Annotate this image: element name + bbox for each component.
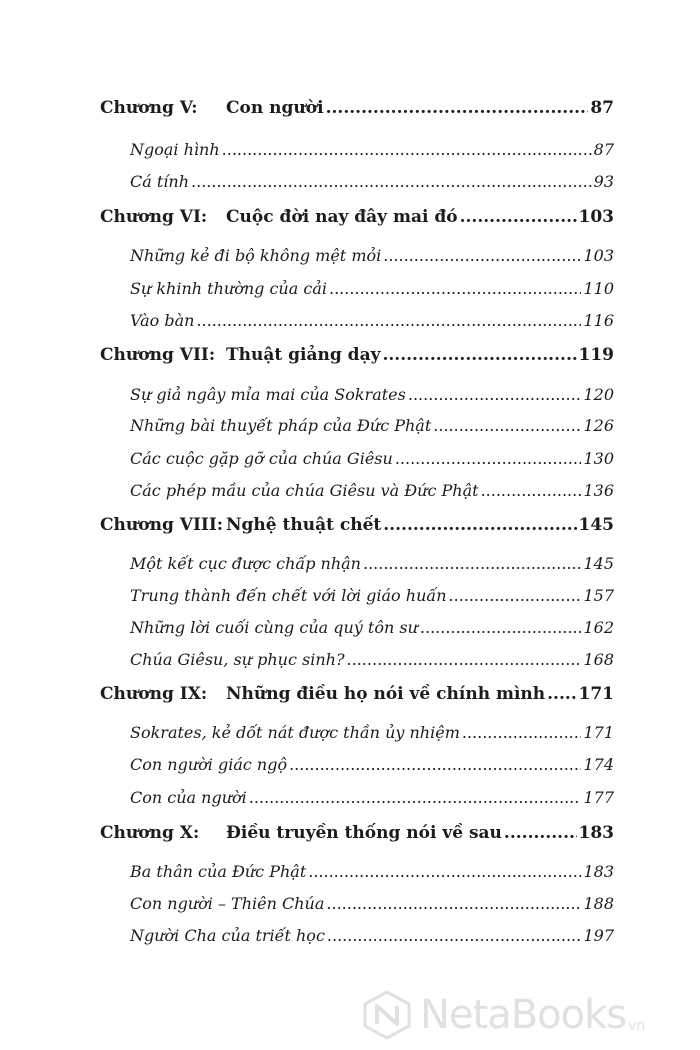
page-number: 126 xyxy=(583,416,614,435)
dot-leader xyxy=(222,140,592,159)
watermark-suffix: vn xyxy=(628,1018,646,1034)
chapter-label: Chương VII: xyxy=(100,345,216,365)
watermark-brand: NetaBooks xyxy=(420,992,627,1038)
dot-leader xyxy=(196,311,581,330)
dot-leader xyxy=(329,279,581,298)
entry-title: Những lời cuối cùng của quý tôn sư xyxy=(130,618,418,637)
dot-leader xyxy=(462,723,582,742)
page-number: 93 xyxy=(593,172,614,191)
page-number: 136 xyxy=(583,481,614,500)
entry-title: Con của người xyxy=(130,788,247,807)
watermark xyxy=(362,980,700,1050)
dot-leader xyxy=(383,515,576,535)
dot-leader xyxy=(481,481,582,500)
entry-title: Sự khinh thường của cải xyxy=(130,279,327,298)
page-number: 116 xyxy=(583,311,614,330)
page-number: 177 xyxy=(583,788,614,807)
page-number: 183 xyxy=(578,823,614,843)
page-number: 162 xyxy=(583,618,614,637)
entry-title: Vào bàn xyxy=(130,311,195,330)
entry-title: Những kẻ đi bộ không mệt mỏi xyxy=(130,246,382,265)
chapter-label: Chương VI: xyxy=(100,207,208,227)
page-number: 197 xyxy=(583,926,614,945)
chapter-label: Chương X: xyxy=(100,823,200,843)
dot-leader xyxy=(326,894,581,913)
dot-leader xyxy=(504,823,577,843)
entry-title: Con người – Thiên Chúa xyxy=(130,894,325,913)
dot-leader xyxy=(460,207,577,227)
dot-leader xyxy=(289,755,581,774)
dot-leader xyxy=(420,618,582,637)
page-number: 188 xyxy=(583,894,614,913)
chapter-label: Chương IX: xyxy=(100,684,208,704)
chapter-title: Con người xyxy=(226,98,324,118)
page-number: 168 xyxy=(583,650,614,669)
entry-title: Trung thành đến chết với lời giáo huấn xyxy=(130,586,447,605)
dot-leader xyxy=(326,98,589,118)
page-number: 103 xyxy=(578,207,614,227)
dot-leader xyxy=(547,684,576,704)
chapter-title: Cuộc đời nay đây mai đó xyxy=(226,207,458,227)
dot-leader xyxy=(433,416,581,435)
page-number: 157 xyxy=(583,586,614,605)
page-number: 145 xyxy=(583,554,614,573)
page-number: 87 xyxy=(590,98,614,118)
dot-leader xyxy=(383,246,581,265)
entry-title: Ba thân của Đức Phật xyxy=(130,862,307,881)
entry-title: Cá tính xyxy=(130,172,190,191)
page-number: 171 xyxy=(583,723,614,742)
chapter-title: Những điều họ nói về chính mình xyxy=(226,684,546,704)
chapter-title: Thuật giảng dạy xyxy=(226,345,381,365)
entry-title: Con người giác ngộ xyxy=(130,755,288,774)
page-number: 103 xyxy=(583,246,614,265)
chapter-title: Điều truyền thống nói về sau xyxy=(226,823,502,843)
entry-title: Các phép mầu của chúa Giêsu và Đức Phật xyxy=(130,481,479,500)
chapter-label: Chương V: xyxy=(100,98,198,118)
entry-title: Các cuộc gặp gỡ của chúa Giêsu xyxy=(130,449,393,468)
page-number: 183 xyxy=(583,862,614,881)
entry-title: Một kết cục được chấp nhận xyxy=(130,554,361,573)
page-number: 120 xyxy=(583,385,614,404)
entry-title: Ngoại hình xyxy=(130,140,220,159)
dot-leader xyxy=(249,788,582,807)
dot-leader xyxy=(449,586,582,605)
dot-leader xyxy=(382,345,576,365)
chapter-title: Nghệ thuật chết xyxy=(226,515,382,535)
dot-leader xyxy=(191,172,592,191)
page-number: 119 xyxy=(578,345,614,365)
entry-title: Người Cha của triết học xyxy=(130,926,325,945)
page-number: 130 xyxy=(583,449,614,468)
page-number: 174 xyxy=(583,755,614,774)
chapter-label: Chương VIII: xyxy=(100,515,224,535)
page-number: 171 xyxy=(578,684,614,704)
dot-leader xyxy=(395,449,582,468)
dot-leader xyxy=(347,650,582,669)
entry-title: Những bài thuyết pháp của Đức Phật xyxy=(130,416,432,435)
page-number: 87 xyxy=(593,140,614,159)
dot-leader xyxy=(308,862,581,881)
dot-leader xyxy=(363,554,581,573)
page-number: 145 xyxy=(578,515,614,535)
entry-title: Sự giả ngây mỉa mai của Sokrates xyxy=(130,385,406,404)
netabooks-logo-icon xyxy=(362,990,412,1040)
entry-title: Chúa Giêsu, sự phục sinh? xyxy=(130,650,345,669)
dot-leader xyxy=(327,926,582,945)
entry-title: Sokrates, kẻ dốt nát được thần ủy nhiệm xyxy=(130,723,460,742)
dot-leader xyxy=(408,385,582,404)
page-number: 110 xyxy=(583,279,614,298)
